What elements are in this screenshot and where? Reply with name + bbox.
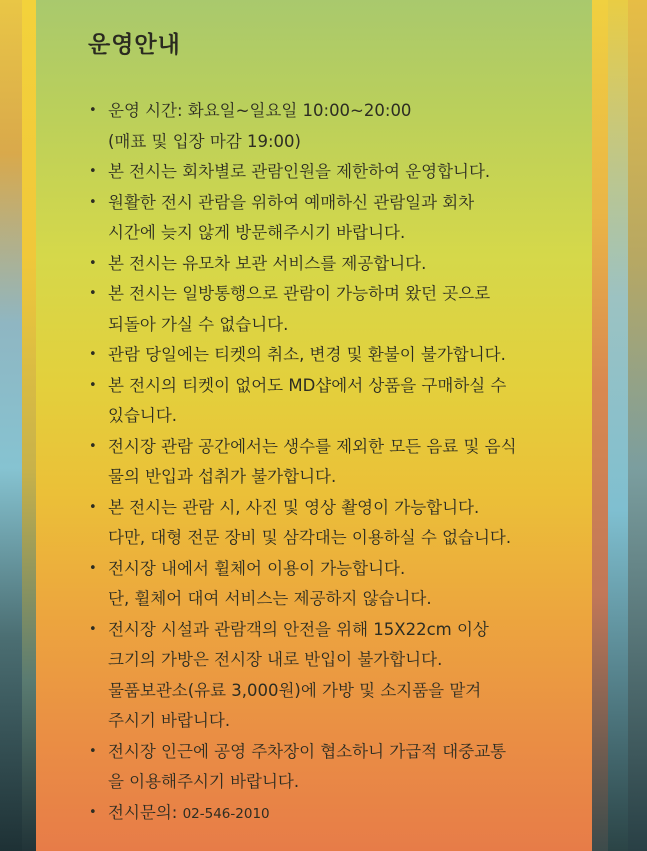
notice-line: 크기의 가방은 전시장 내로 반입이 불가합니다. [108,650,443,669]
notice-line: 있습니다. [108,406,178,425]
notice-line: 을 이용해주시기 바랍니다. [108,772,300,791]
page-title: 운영안내 [88,32,181,58]
notice-item-refund [86,340,586,371]
notice-list [86,96,586,829]
bullet: • [89,560,97,576]
notice-line: 본 전시는 유모차 보관 서비스를 제공합니다. [108,253,427,273]
bullet: • [89,255,97,271]
notice-line: 전시장 관람 공간에서는 생수를 제외한 모든 음료 및 음식 [108,436,517,456]
bullet: • [89,621,97,637]
bullet: • [89,347,97,362]
notice-line: (매표 및 입장 마감 19:00) [108,131,301,151]
notice-item-bags [86,615,586,737]
notice-line: 단, 휠체어 대여 서비스는 제공하지 않습니다. [108,589,432,608]
right-mid-stripe [608,0,628,851]
notice-item-parking [86,737,586,798]
notice-line: 주시기 바랍니다. [108,711,231,730]
bullet: • [89,804,97,820]
notice-panel [36,0,592,851]
bullet: • [89,164,97,179]
notice-item-wheelchair [86,554,586,615]
notice-line: 시간에 늦지 않게 방문해주시기 바랍니다. [108,223,406,242]
notice-line: 본 전시는 회차별로 관람인원을 제한하여 운영합니다. [108,162,491,181]
notice-line: 다만, 대형 전문 장비 및 삼각대는 이용하실 수 없습니다. [108,528,512,547]
left-inner-stripe [22,0,36,851]
notice-line: 운영 시간: 화요일~일요일 10:00~20:00 [108,101,412,120]
contact-line [108,798,586,830]
contact-phone: 02-546-2010 [182,805,270,822]
notice-line: 전시장 시설과 관람객의 안전을 위해 15X22cm 이상 [108,619,489,639]
notice-item-md-shop [86,371,586,432]
right-inner-stripe [592,0,608,851]
bullet: • [89,194,97,210]
notice-line: 전시장 인근에 공영 주차장이 협소하니 가급적 대중교통 [108,741,507,761]
notice-item-photo [86,493,586,554]
notice-line: 본 전시는 관람 시, 사진 및 영상 촬영이 가능합니다. [108,497,480,517]
contact-label: 전시문의: [108,802,178,822]
notice-line: 전시장 내에서 휠체어 이용이 가능합니다. [108,558,406,578]
notice-item-stroller [86,249,586,280]
notice-item-one-way [86,279,586,340]
notice-line: 관람 당일에는 티켓의 취소, 변경 및 환불이 불가합니다. [108,345,506,364]
notice-line: 되돌아 가실 수 없습니다. [108,314,289,334]
notice-line: 물의 반입과 섭취가 불가합니다. [108,467,337,486]
right-outer-stripe [628,0,647,851]
bullet: • [89,743,97,759]
notice-line: 본 전시는 일방통행으로 관람이 가능하며 왔던 곳으로 [108,284,491,303]
notice-item-hours [86,96,586,157]
notice-line: 본 전시의 티켓이 없어도 MD샵에서 상품을 구매하실 수 [108,375,507,395]
bullet: • [89,103,97,118]
notice-item-arrival [86,188,586,249]
notice-line: 물품보관소(유료 3,000원)에 가방 및 소지품을 맡겨 [108,680,482,700]
left-outer-stripe [0,0,22,851]
bullet: • [89,499,97,515]
notice-line: 원활한 전시 관람을 위하여 예매하신 관람일과 회차 [108,192,475,212]
notice-item-capacity [86,157,586,188]
bullet: • [89,286,97,301]
bullet: • [89,438,97,454]
notice-item-contact [86,798,586,830]
notice-item-food [86,432,586,493]
bullet: • [89,377,97,393]
